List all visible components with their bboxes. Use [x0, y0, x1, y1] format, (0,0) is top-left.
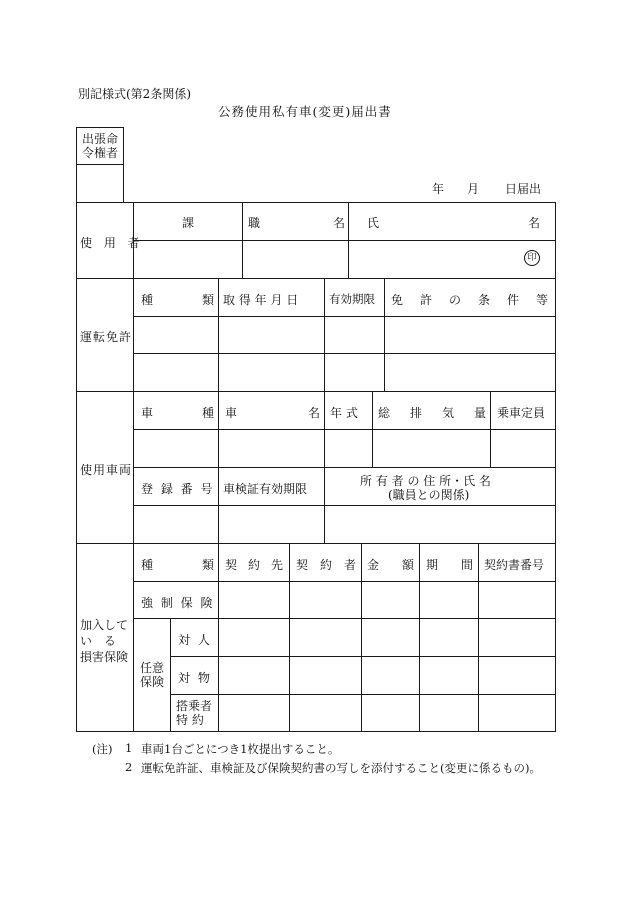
position-field[interactable] [243, 241, 348, 278]
license-header-acquired: 取 得 年 月 日 [223, 293, 299, 307]
license-header-type-1: 種 [141, 293, 154, 307]
date-day-submitted: 日届出 [505, 182, 542, 196]
license-header-conditions-2: 許 [420, 293, 433, 307]
insurance-header-insurer-2: 約 [248, 558, 261, 572]
vehicle-header-type-2: 種 [202, 406, 215, 420]
section-label-license: 運転免許 [80, 330, 133, 344]
insurance-header-policy-number: 契約書番号 [484, 558, 545, 572]
header-position-2: 名 [333, 216, 346, 230]
insurance-header-insurer-3: 先 [271, 558, 284, 572]
note-2-number: 2 [125, 760, 133, 774]
insurance-header-type-1: 種 [141, 558, 154, 572]
notes-prefix: (注) [92, 742, 113, 756]
authority-signature-field[interactable] [77, 165, 123, 201]
insurance-row-bodily: 対 人 [178, 633, 212, 647]
vehicle-header-name-2: 名 [308, 406, 321, 420]
insurance-header-contractor-1: 契 [296, 558, 309, 572]
license-header-conditions-3: の [449, 293, 462, 307]
insurance-header-contractor-2: 約 [320, 558, 333, 572]
insurance-voluntary-line2: 保険 [140, 675, 165, 689]
vehicle-header-displacement-3: 気 [442, 406, 455, 420]
license-header-expiry: 有効期限 [329, 292, 375, 306]
section-label-vehicle: 使用車両 [80, 463, 133, 477]
insurance-row-property: 対 物 [178, 671, 212, 685]
name-field[interactable] [349, 241, 519, 278]
note-1-number: 1 [125, 741, 133, 755]
section-label-insurance-line1: 加入して [80, 618, 129, 632]
vehicle-header-name-1: 車 [225, 406, 238, 420]
header-name-2: 名 [528, 216, 541, 230]
section-label-insurance-line2: い る [80, 634, 120, 648]
insurance-voluntary-line1: 任意 [140, 661, 165, 675]
insurance-header-period-2: 間 [461, 558, 474, 572]
vehicle-header-owner-line1: 所 有 者 の 住 所・氏 名 [360, 474, 491, 488]
note-2-text: 運転免許証、車検証及び保険契約書の写しを添付すること(変更に係るもの)。 [141, 761, 541, 775]
note-1-text: 車両1台ごとにつき1枚提出すること。 [141, 742, 340, 756]
insurance-header-insurer-1: 契 [225, 558, 238, 572]
license-header-conditions-1: 免 [391, 293, 404, 307]
header-department: 課 [182, 216, 195, 230]
vehicle-header-type-1: 車 [141, 406, 154, 420]
license-header-conditions-5: 件 [507, 293, 520, 307]
license-header-type-2: 類 [202, 293, 215, 307]
vehicle-header-owner-line2: (職員との関係) [388, 488, 470, 502]
insurance-row-passenger-line1: 搭乗者 [176, 699, 213, 713]
section-label-user: 使 用 者 [80, 236, 144, 250]
vehicle-header-displacement-4: 量 [474, 406, 487, 420]
insurance-header-amount-1: 金 [367, 558, 380, 572]
header-position-1: 職 [248, 216, 261, 230]
authority-label-line2: 令権者 [82, 146, 119, 160]
vehicle-header-capacity: 乗車定員 [497, 406, 546, 420]
date-month: 月 [467, 182, 480, 196]
vehicle-header-displacement-2: 排 [410, 406, 423, 420]
authority-label-line1: 出張命 [82, 132, 119, 146]
insurance-header-amount-2: 額 [402, 558, 415, 572]
date-year: 年 [432, 182, 445, 196]
section-label-insurance-line3: 損害保険 [80, 650, 129, 664]
vehicle-header-registration: 登 録 番 号 [141, 482, 215, 496]
insurance-header-type-2: 類 [202, 558, 215, 572]
insurance-row-compulsory: 強 制 保 険 [141, 596, 215, 610]
vehicle-header-model-year: 年 式 [330, 406, 358, 420]
form-reference: 別記様式(第2条関係) [78, 87, 191, 101]
license-header-conditions-6: 等 [536, 293, 549, 307]
vehicle-header-displacement-1: 総 [378, 406, 391, 420]
insurance-header-contractor-3: 者 [344, 558, 357, 572]
seal-mark: 印 [524, 250, 540, 266]
department-field[interactable] [134, 241, 242, 278]
vehicle-header-inspection-expiry: 車検証有効期限 [223, 482, 308, 496]
document-title: 公務使用私有車(変更)届出書 [218, 104, 392, 119]
header-name-1: 氏 [367, 216, 380, 230]
license-header-conditions-4: 条 [478, 293, 491, 307]
insurance-row-passenger-line2: 特 約 [176, 713, 204, 727]
insurance-header-period-1: 期 [426, 558, 439, 572]
